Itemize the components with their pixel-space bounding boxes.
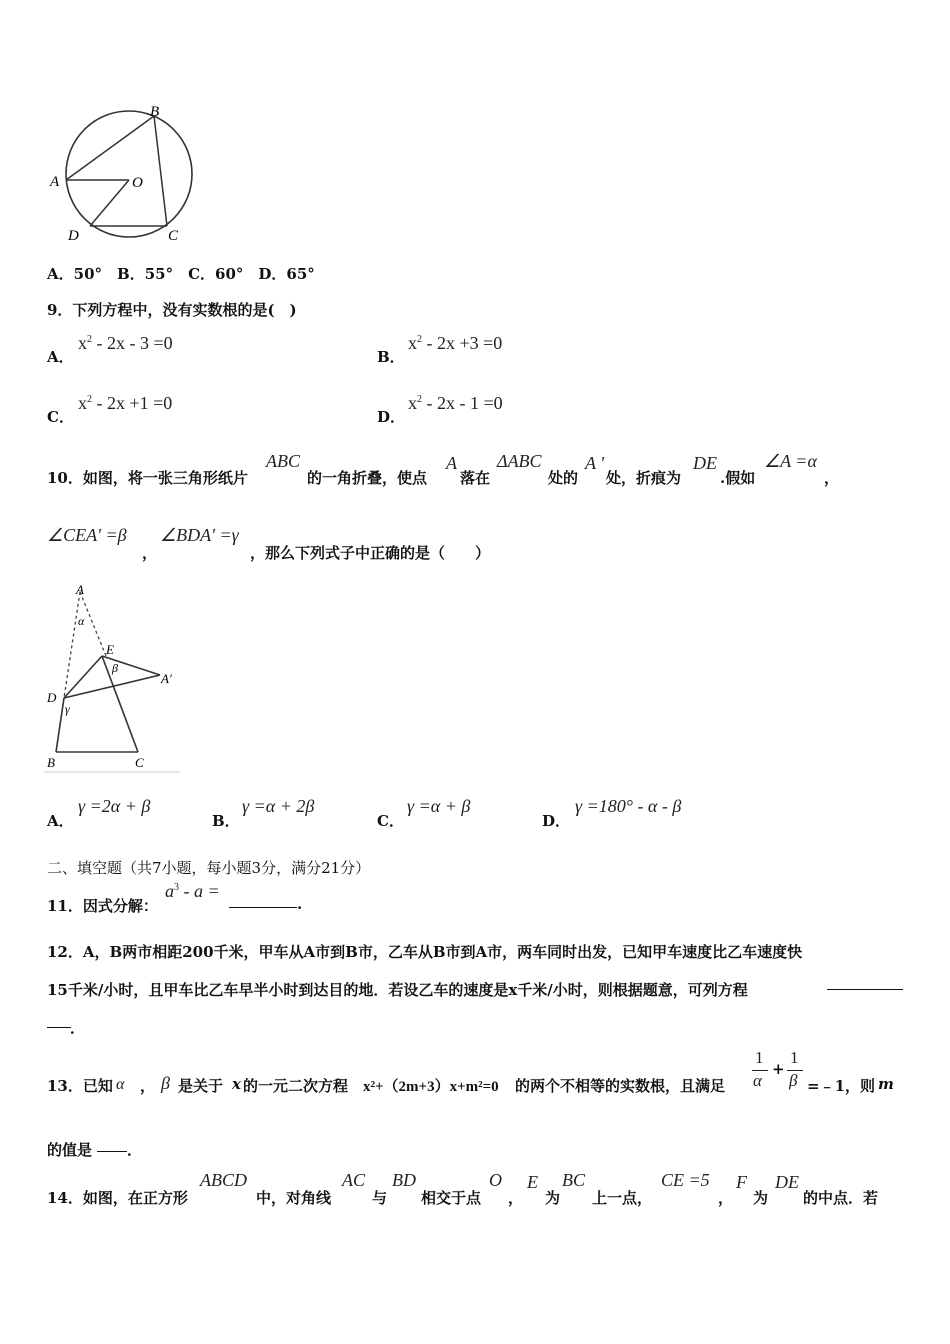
- q9-option-b-equation: $x^2 - 2x +3 =0$: [408, 333, 503, 353]
- q10-math-angle-a: ∠A =α: [764, 451, 817, 471]
- section-heading: 二、填空题（共7小题，每小题3分，满分21分）: [47, 859, 371, 877]
- q10-math-angle-cea: ∠CEA' =β: [47, 525, 127, 545]
- q9-option-d-label: D．: [377, 408, 406, 426]
- label-beta: β: [112, 661, 118, 675]
- q10-option-d-label: D．: [542, 812, 571, 830]
- q9-option-c-label: C．: [47, 408, 74, 426]
- q14-text-2: 中，对角线: [256, 1189, 332, 1207]
- q14-text-4: 相交于点: [421, 1189, 482, 1207]
- q9-option-c-equation: $x^2 - 2x +1 =0$: [78, 393, 173, 413]
- q10-option-c-formula: γ =α + β: [407, 796, 471, 816]
- q8-options: A．50° B．55° C．60° D．65°: [47, 265, 315, 283]
- q14-math-abcd: ABCD: [200, 1170, 247, 1190]
- q13-m: m: [878, 1075, 894, 1093]
- q10-option-b-formula: γ =α + 2β: [242, 796, 315, 816]
- q13-text-1: 13．已知: [47, 1077, 113, 1095]
- frac2-numerator: 1: [790, 1048, 799, 1067]
- q14-text-10: 的中点．若: [803, 1189, 879, 1207]
- label-d: D: [68, 228, 79, 244]
- segment-od: [90, 180, 129, 226]
- q13-comma: ，: [140, 1077, 156, 1095]
- q14-math-f: F: [736, 1172, 747, 1192]
- segment-db: [56, 698, 64, 752]
- q14-math-ac: AC: [342, 1170, 366, 1190]
- q10-text-2: 的一角折叠，使点: [307, 469, 428, 487]
- frac1-denominator: α: [753, 1071, 762, 1090]
- q9-stem: 9．下列方程中，没有实数根的是( ): [47, 301, 297, 319]
- label-b: B: [150, 104, 160, 120]
- frac-plus: +: [772, 1060, 785, 1078]
- q10-math-de: DE: [693, 453, 717, 473]
- q12-end: ．: [70, 1019, 86, 1037]
- label-e: E: [106, 642, 114, 657]
- q9-option-a-label: A．: [47, 348, 74, 366]
- q14-math-bd: BD: [392, 1170, 416, 1190]
- q14-math-e: E: [527, 1172, 538, 1192]
- q14-text-3: 与: [372, 1189, 388, 1207]
- q11-expression: $a^3$ - a =: [165, 881, 220, 901]
- segment-ea: [102, 656, 160, 675]
- q9-option-a-equation: $x^2 - 2x - 3 =0$: [78, 333, 173, 353]
- q12-answer-blank-1[interactable]: [827, 975, 903, 994]
- q13-fraction-sum: [751, 1048, 803, 1098]
- label-d: D: [47, 690, 57, 705]
- q10-option-d-formula: γ =180° - α - β: [575, 796, 682, 816]
- q14-text-9: 为: [753, 1189, 769, 1207]
- q14-text-7: 上一点，: [592, 1189, 653, 1207]
- q13-text-3: 的一元二次方程: [243, 1077, 349, 1095]
- q14-text-8: ，: [718, 1189, 734, 1207]
- q14-text-6: 为: [545, 1189, 561, 1207]
- segment-de: [64, 656, 102, 698]
- label-c: C: [135, 755, 144, 770]
- q13-end: ．: [127, 1141, 143, 1159]
- q10-math-angle-bda: ∠BDA' =γ: [160, 525, 239, 545]
- q10-text-8: ，: [142, 544, 158, 562]
- q10-option-a-formula: γ =2α + β: [78, 796, 151, 816]
- q10-text-3: 落在: [460, 469, 491, 487]
- q10-math-a: A: [446, 453, 457, 473]
- segment-da: [64, 675, 160, 698]
- q13-equation: x²+（2m+3）x+m²=0: [363, 1079, 499, 1095]
- q13-text-4: 的两个不相等的实数根，且满足: [515, 1077, 726, 1095]
- label-a: A: [76, 582, 84, 597]
- label-alpha: α: [78, 614, 85, 628]
- q10-option-a-label: A．: [47, 812, 74, 830]
- q10-text-5: 处，折痕为: [606, 469, 682, 487]
- q14-math-bc: BC: [562, 1170, 586, 1190]
- chord-ab: [66, 116, 154, 180]
- q13-text-5: =﹣1，则: [807, 1077, 876, 1095]
- q14-text-1: 14．如图，在正方形: [47, 1189, 188, 1207]
- label-o: O: [132, 175, 143, 191]
- q14-math-de: DE: [775, 1172, 799, 1192]
- q10-text-6: .假如: [720, 469, 756, 487]
- q10-math-delta-abc: ΔABC: [497, 451, 542, 471]
- q11-answer-blank[interactable]: [229, 893, 297, 912]
- label-gamma: γ: [65, 702, 70, 716]
- circle-o: [66, 111, 192, 237]
- q14-text-5: ，: [508, 1189, 524, 1207]
- q13-x: x: [232, 1075, 241, 1093]
- q14-math-o: O: [489, 1170, 502, 1190]
- folded-triangle-figure: [40, 580, 185, 775]
- q13-alpha: α: [116, 1076, 125, 1093]
- chord-bc: [154, 116, 167, 226]
- label-b: B: [47, 755, 55, 770]
- q12-answer-blank-2[interactable]: [47, 1013, 71, 1032]
- q10-text-4: 处的: [548, 469, 579, 487]
- q10-math-abc: ABC: [266, 451, 300, 471]
- q10-text-7: ，: [824, 469, 840, 487]
- q9-option-b-label: B．: [377, 348, 405, 366]
- q10-text-1: 10．如图，将一张三角形纸片: [47, 469, 248, 487]
- q12-line-2: 15千米/小时，且甲车比乙车早半小时到达目的地．若设乙车的速度是x千米/小时，则根据题意，可列方程: [47, 981, 748, 999]
- q14-math-ce: CE =5: [661, 1170, 710, 1190]
- q10-option-b-label: B．: [212, 812, 240, 830]
- q11-end: .: [297, 895, 303, 913]
- segment-ec: [102, 656, 138, 752]
- q13-text-2: 是关于: [178, 1077, 224, 1095]
- q10-math-a-prime: A ': [585, 453, 605, 473]
- q11-text: 11．因式分解：: [47, 897, 158, 915]
- q10-option-c-label: C．: [377, 812, 404, 830]
- label-c: C: [168, 228, 179, 244]
- q13-answer-blank[interactable]: [97, 1137, 127, 1156]
- label-a-prime: A′: [161, 671, 172, 686]
- q9-option-d-equation: $x^2 - 2x - 1 =0$: [408, 393, 503, 413]
- q10-text-9: ，那么下列式子中正确的是（ ）: [250, 544, 491, 562]
- circle-geometry-figure: [40, 100, 210, 250]
- q13-line-2: 的值是: [47, 1141, 93, 1159]
- label-a: A: [50, 174, 60, 190]
- frac2-denominator: β: [789, 1071, 798, 1090]
- q13-beta: β: [161, 1073, 170, 1093]
- frac1-numerator: 1: [755, 1048, 764, 1067]
- q12-line-1: 12．A，B两市相距200千米，甲车从A市到B市，乙车从B市到A市，两车同时出发，已知甲车速度比乙车速度快: [47, 943, 803, 961]
